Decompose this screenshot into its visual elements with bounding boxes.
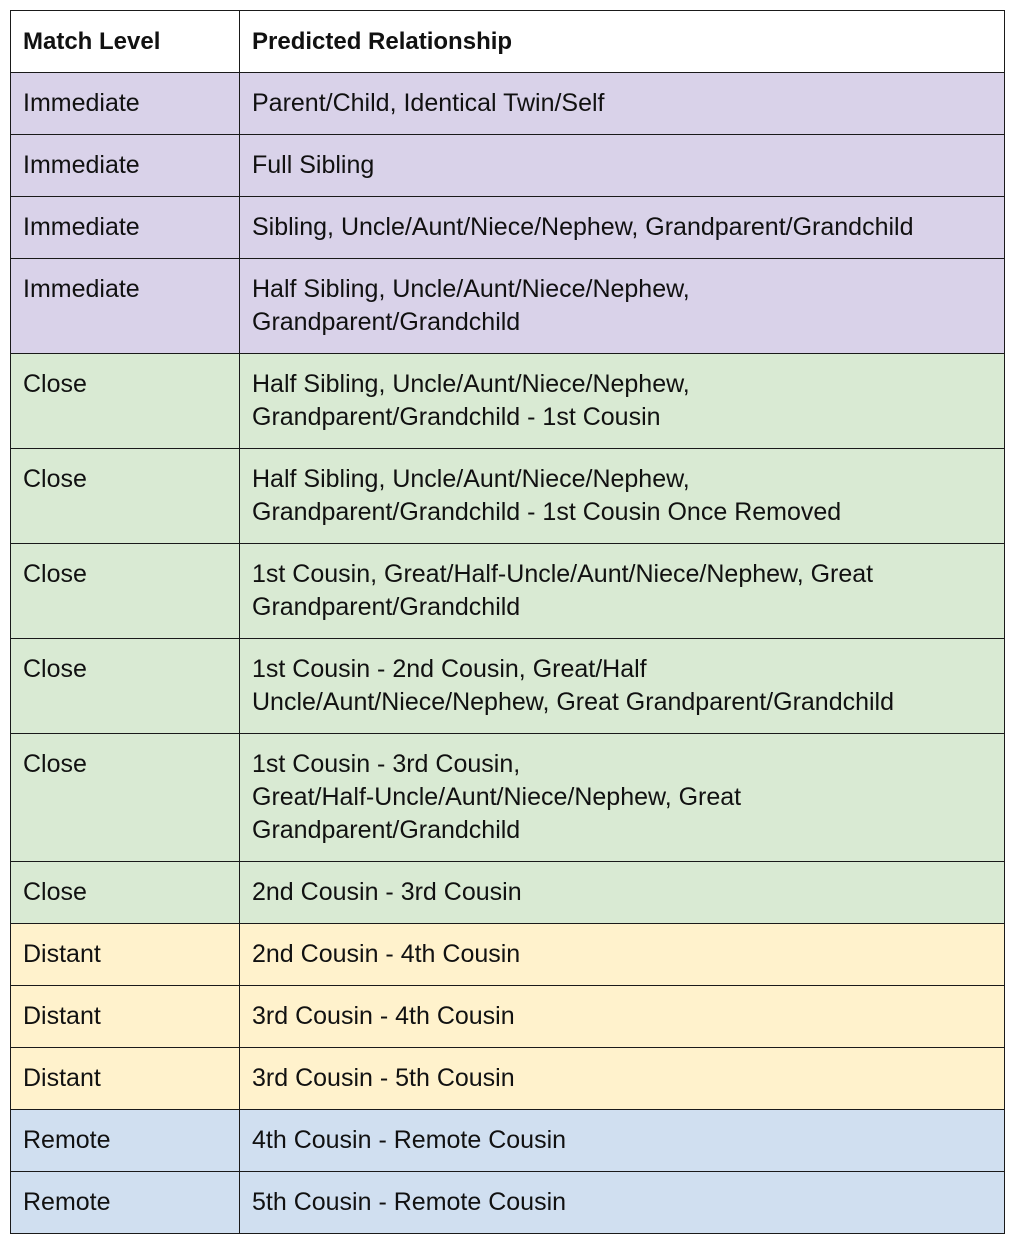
table-row: [11, 639, 1005, 734]
match-level-cell: Immediate: [11, 197, 240, 259]
predicted-relationship-cell: 1st Cousin - 2nd Cousin, Great/Half Uncle/Aunt/Niece/Nephew, Great Grandparent/Grandchild: [240, 639, 1005, 734]
match-level-cell: Immediate: [11, 259, 240, 354]
table-row: [11, 1110, 1005, 1172]
predicted-relationship-cell: 3rd Cousin - 4th Cousin: [240, 986, 1005, 1048]
table-row: [11, 862, 1005, 924]
table-row: [11, 734, 1005, 862]
header-match-level: Match Level: [11, 11, 240, 73]
match-level-cell: Close: [11, 639, 240, 734]
predicted-relationship-cell: 3rd Cousin - 5th Cousin: [240, 1048, 1005, 1110]
predicted-relationship-cell: 2nd Cousin - 3rd Cousin: [240, 862, 1005, 924]
match-level-cell: Remote: [11, 1110, 240, 1172]
match-level-cell: Immediate: [11, 135, 240, 197]
table-row: [11, 197, 1005, 259]
table-row: [11, 73, 1005, 135]
predicted-relationship-cell: 5th Cousin - Remote Cousin: [240, 1172, 1005, 1234]
header-predicted-relationship: Predicted Relationship: [240, 11, 1005, 73]
table-row: [11, 544, 1005, 639]
match-level-cell: Distant: [11, 986, 240, 1048]
table-row: [11, 986, 1005, 1048]
predicted-relationship-cell: Half Sibling, Uncle/Aunt/Niece/Nephew, Grandparent/Grandchild - 1st Cousin: [240, 354, 1005, 449]
predicted-relationship-cell: 2nd Cousin - 4th Cousin: [240, 924, 1005, 986]
table-row: [11, 449, 1005, 544]
match-level-cell: Immediate: [11, 73, 240, 135]
match-level-cell: Remote: [11, 1172, 240, 1234]
table-row: [11, 1048, 1005, 1110]
match-level-cell: Distant: [11, 924, 240, 986]
predicted-relationship-cell: 1st Cousin, Great/Half-Uncle/Aunt/Niece/Nephew, Great Grandparent/Grandchild: [240, 544, 1005, 639]
relationship-table: [10, 10, 1005, 1234]
match-level-cell: Close: [11, 862, 240, 924]
match-level-cell: Close: [11, 449, 240, 544]
table-row: [11, 924, 1005, 986]
table-body: [11, 73, 1005, 1234]
predicted-relationship-cell: Half Sibling, Uncle/Aunt/Niece/Nephew, Grandparent/Grandchild - 1st Cousin Once Removed: [240, 449, 1005, 544]
predicted-relationship-cell: Full Sibling: [240, 135, 1005, 197]
table-header-row: [11, 11, 1005, 73]
predicted-relationship-cell: Parent/Child, Identical Twin/Self: [240, 73, 1005, 135]
predicted-relationship-cell: Sibling, Uncle/Aunt/Niece/Nephew, Grandparent/Grandchild: [240, 197, 1005, 259]
match-level-cell: Close: [11, 544, 240, 639]
table-row: [11, 135, 1005, 197]
table-row: [11, 354, 1005, 449]
table-row: [11, 1172, 1005, 1234]
predicted-relationship-cell: 1st Cousin - 3rd Cousin, Great/Half-Uncle/Aunt/Niece/Nephew, Great Grandparent/Grandchild: [240, 734, 1005, 862]
match-level-cell: Distant: [11, 1048, 240, 1110]
match-level-cell: Close: [11, 734, 240, 862]
predicted-relationship-cell: 4th Cousin - Remote Cousin: [240, 1110, 1005, 1172]
table-row: [11, 259, 1005, 354]
predicted-relationship-cell: Half Sibling, Uncle/Aunt/Niece/Nephew, Grandparent/Grandchild: [240, 259, 1005, 354]
match-level-cell: Close: [11, 354, 240, 449]
